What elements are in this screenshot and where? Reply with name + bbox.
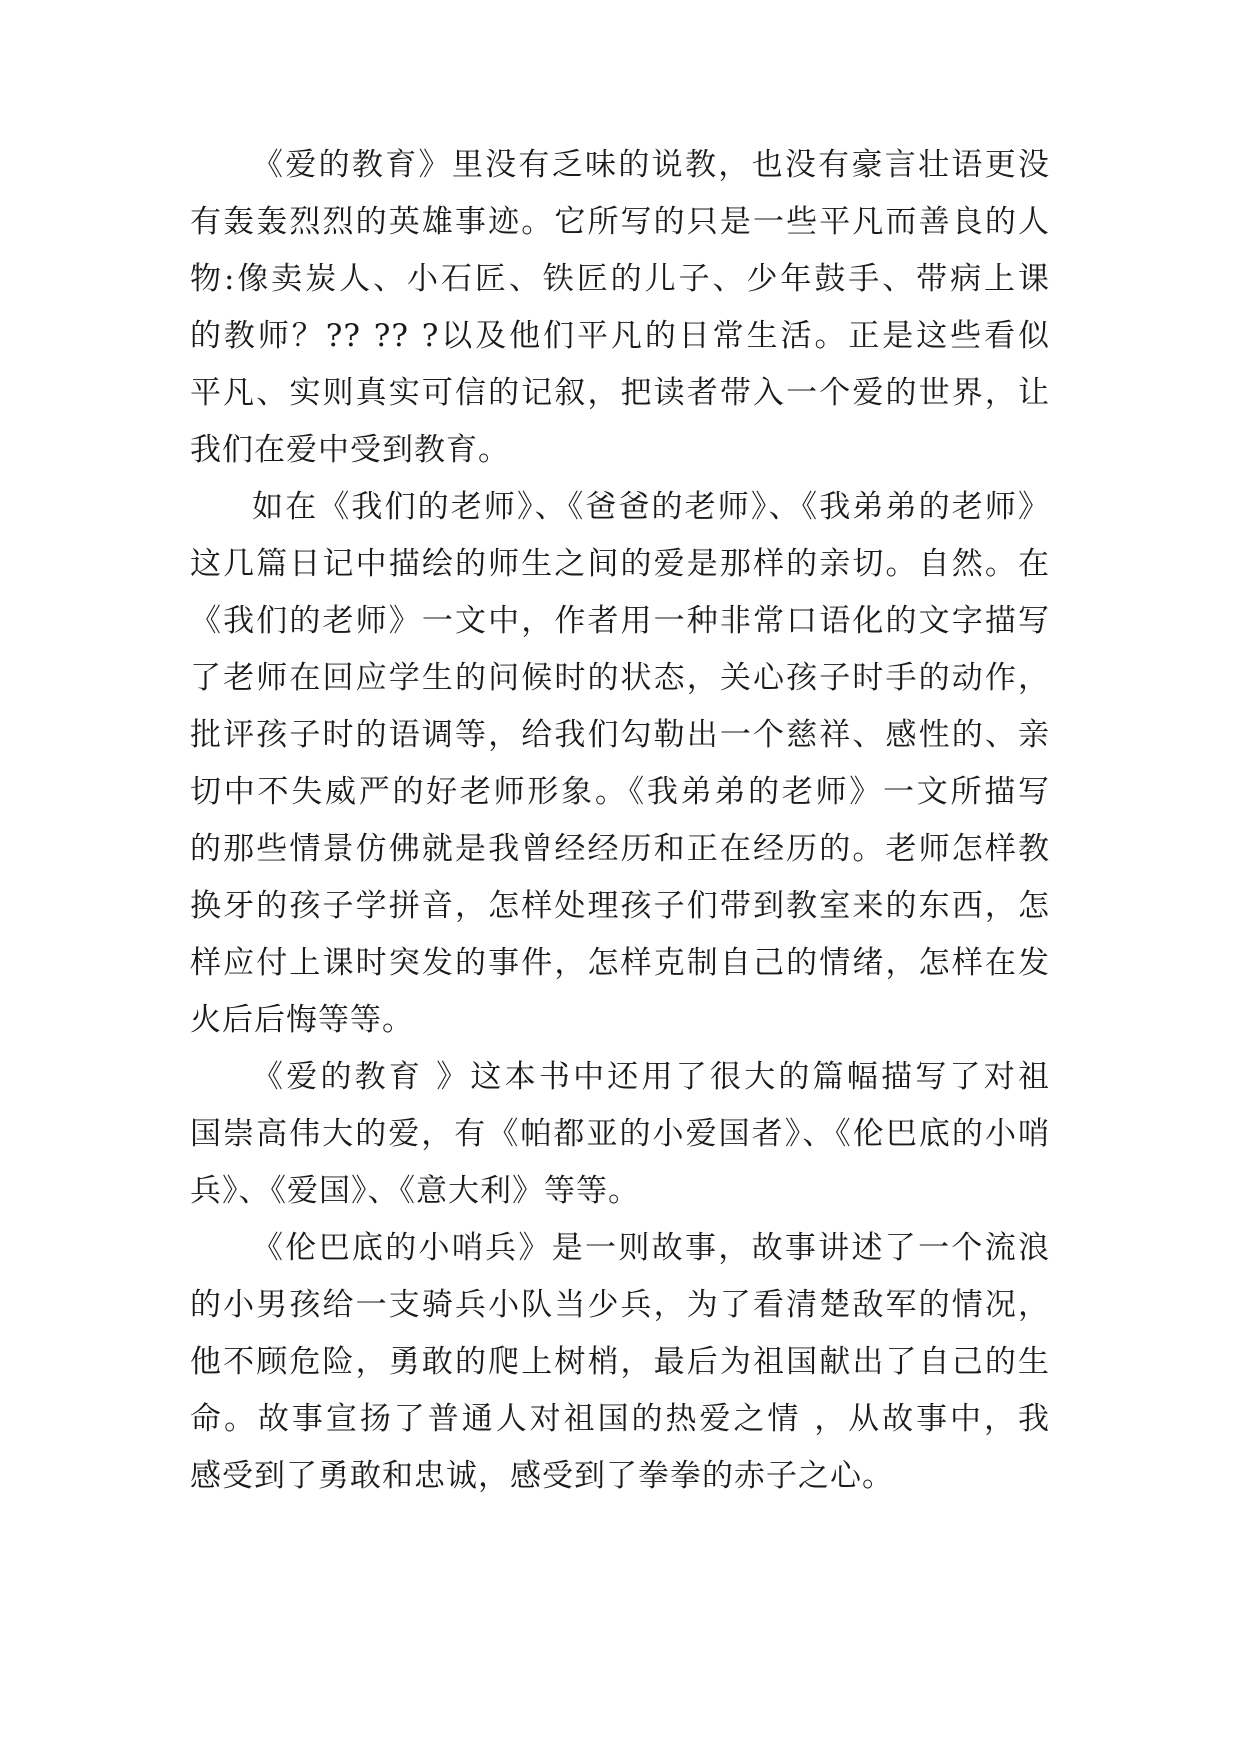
paragraph-2-line-6: 切中不失威严的好老师形象。《我弟弟的老师》一文所描写 bbox=[190, 774, 1050, 810]
paragraph-4-line-5: 感受到了勇敢和忠诚，感受到了拳拳的赤子之心。 bbox=[190, 1458, 894, 1494]
paragraph-2-line-2: 这几篇日记中描绘的师生之间的爱是那样的亲切。自然。在 bbox=[190, 546, 1050, 582]
paragraph-2-line-7: 的那些情景仿佛就是我曾经经历和正在经历的。老师怎样教 bbox=[190, 831, 1050, 867]
paragraph-1-line-1: 《爱的教育》里没有乏味的说教，也没有豪言壮语更没 bbox=[252, 147, 1050, 183]
paragraph-2-line-3: 《我们的老师》一文中，作者用一种非常口语化的文字描写 bbox=[190, 603, 1050, 639]
paragraph-1-line-5: 平凡、实则真实可信的记叙，把读者带入一个爱的世界，让 bbox=[190, 375, 1050, 411]
paragraph-1-line-4: 的教师？?? ?? ?以及他们平凡的日常生活。正是这些看似 bbox=[190, 318, 1050, 354]
paragraph-3-line-2: 国崇高伟大的爱，有《帕都亚的小爱国者》、《伦巴底的小哨 bbox=[190, 1116, 1050, 1152]
paragraph-4-line-3: 他不顾危险，勇敢的爬上树梢，最后为祖国献出了自己的生 bbox=[190, 1344, 1050, 1380]
paragraph-2-line-5: 批评孩子时的语调等，给我们勾勒出一个慈祥、感性的、亲 bbox=[190, 717, 1050, 753]
paragraph-1-line-3: 物:像卖炭人、小石匠、铁匠的儿子、少年鼓手、带病上课 bbox=[190, 261, 1050, 297]
paragraph-3-line-1: 《爱的教育 》这本书中还用了很大的篇幅描写了对祖 bbox=[252, 1059, 1050, 1095]
paragraph-2-line-10: 火后后悔等等。 bbox=[190, 1002, 414, 1038]
paragraph-2-line-1: 如在《我们的老师》、《爸爸的老师》、《我弟弟的老师》 bbox=[252, 489, 1050, 525]
paragraph-2-line-9: 样应付上课时突发的事件，怎样克制自己的情绪，怎样在发 bbox=[190, 945, 1050, 981]
paragraph-1-line-2: 有轰轰烈烈的英雄事迹。它所写的只是一些平凡而善良的人 bbox=[190, 204, 1050, 240]
paragraph-2-line-4: 了老师在回应学生的问候时的状态，关心孩子时手的动作， bbox=[190, 660, 1050, 696]
paragraph-4-line-1: 《伦巴底的小哨兵》是一则故事，故事讲述了一个流浪 bbox=[252, 1230, 1050, 1266]
paragraph-2-line-8: 换牙的孩子学拼音，怎样处理孩子们带到教室来的东西，怎 bbox=[190, 888, 1050, 924]
paragraph-4-line-4: 命。故事宣扬了普通人对祖国的热爱之情 ，从故事中，我 bbox=[190, 1401, 1050, 1437]
paragraph-1-line-6: 我们在爱中受到教育。 bbox=[190, 432, 510, 468]
paragraph-4-line-2: 的小男孩给一支骑兵小队当少兵，为了看清楚敌军的情况， bbox=[190, 1287, 1050, 1323]
paragraph-3-line-3: 兵》、《爱国》、《意大利》等等。 bbox=[190, 1173, 640, 1209]
